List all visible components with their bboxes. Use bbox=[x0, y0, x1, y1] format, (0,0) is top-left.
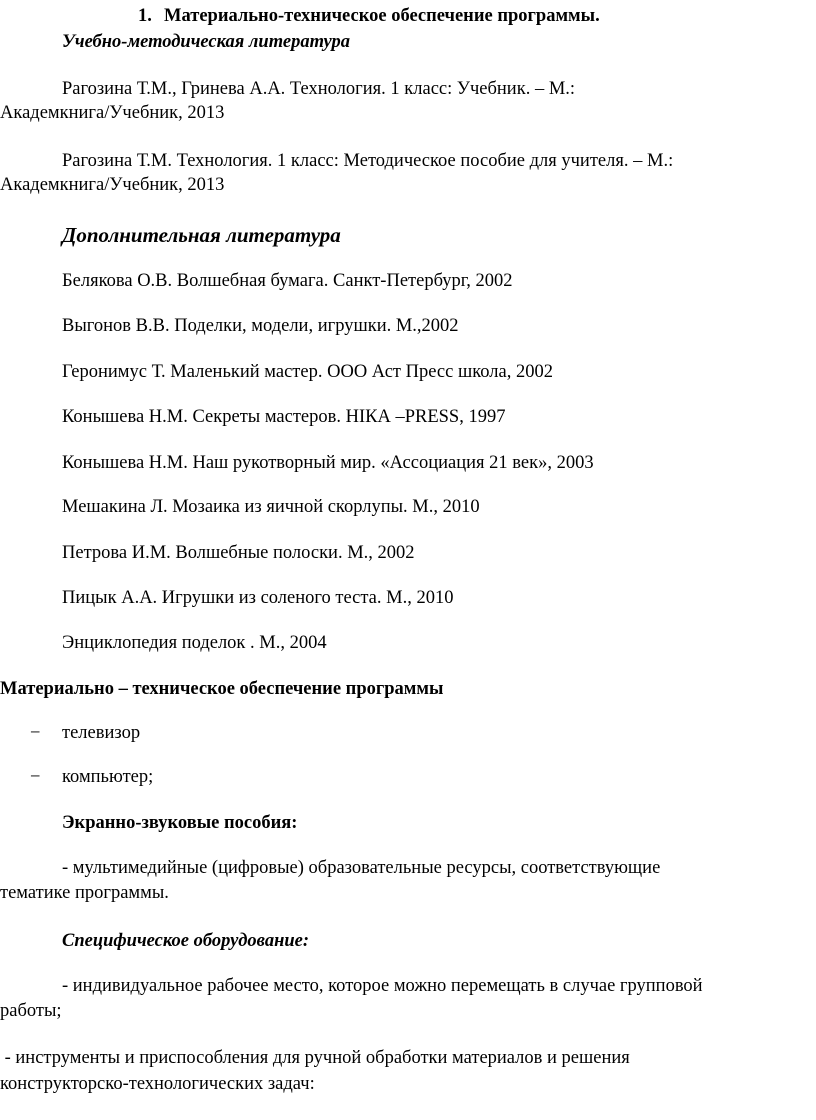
study-entry-2-line2: Академкнига/Учебник, 2013 bbox=[0, 175, 225, 195]
section-number: 1. bbox=[138, 6, 152, 26]
specific-equipment-heading: Специфическое оборудование: bbox=[62, 931, 309, 951]
equipment-item-label: компьютер; bbox=[62, 767, 154, 787]
specific-item2-line2: конструкторско-технологических задач: bbox=[0, 1074, 315, 1094]
section-heading bbox=[138, 5, 600, 27]
additional-entry: Энциклопедия поделок . М., 2004 bbox=[62, 633, 327, 653]
additional-literature-heading: Дополнительная литература bbox=[62, 223, 341, 247]
study-entry-1-line2: Академкнига/Учебник, 2013 bbox=[0, 103, 225, 123]
dash-bullet-icon: − bbox=[30, 767, 41, 787]
additional-entry: Конышева Н.М. Секреты мастеров. НIКА –PRESS, 1997 bbox=[62, 407, 506, 427]
specific-item1-line1: - индивидуальное рабочее место, которое можно перемещать в случае групповой bbox=[62, 976, 703, 996]
screen-sound-line1: - мультимедийные (цифровые) образовательные ресурсы, соответствующие bbox=[62, 858, 661, 878]
dash-bullet-icon: − bbox=[30, 723, 41, 743]
study-entry-1-line1: Рагозина Т.М., Гринева А.А. Технология. 1 класс: Учебник. – М.: bbox=[62, 79, 576, 99]
additional-entry: Геронимус Т. Маленький мастер. ООО Аст Пресс школа, 2002 bbox=[62, 362, 553, 382]
additional-entry: Белякова О.В. Волшебная бумага. Санкт-Петербург, 2002 bbox=[62, 271, 513, 291]
equipment-heading: Материально – техническое обеспечение программы bbox=[0, 679, 444, 699]
section-title: Материально-техническое обеспечение программы. bbox=[164, 6, 600, 26]
study-literature-heading: Учебно-методическая литература bbox=[62, 32, 350, 52]
specific-item2-line1: - инструменты и приспособления для ручной обработки материалов и решения bbox=[0, 1048, 630, 1068]
screen-sound-heading: Экранно-звуковые пособия: bbox=[62, 813, 298, 833]
additional-entry: Конышева Н.М. Наш рукотворный мир. «Ассоциация 21 век», 2003 bbox=[62, 453, 594, 473]
additional-entry: Петрова И.М. Волшебные полоски. М., 2002 bbox=[62, 543, 415, 563]
additional-entry: Выгонов В.В. Поделки, модели, игрушки. М.,2002 bbox=[62, 316, 459, 336]
specific-item1-line2: работы; bbox=[0, 1001, 62, 1021]
screen-sound-line2: тематике программы. bbox=[0, 883, 169, 903]
study-entry-2-line1: Рагозина Т.М. Технология. 1 класс: Методическое пособие для учителя. – М.: bbox=[62, 151, 674, 171]
equipment-item-label: телевизор bbox=[62, 723, 141, 743]
additional-entry: Пицык А.А. Игрушки из соленого теста. М., 2010 bbox=[62, 588, 454, 608]
additional-entry: Мешакина Л. Мозаика из яичной скорлупы. М., 2010 bbox=[62, 497, 480, 517]
